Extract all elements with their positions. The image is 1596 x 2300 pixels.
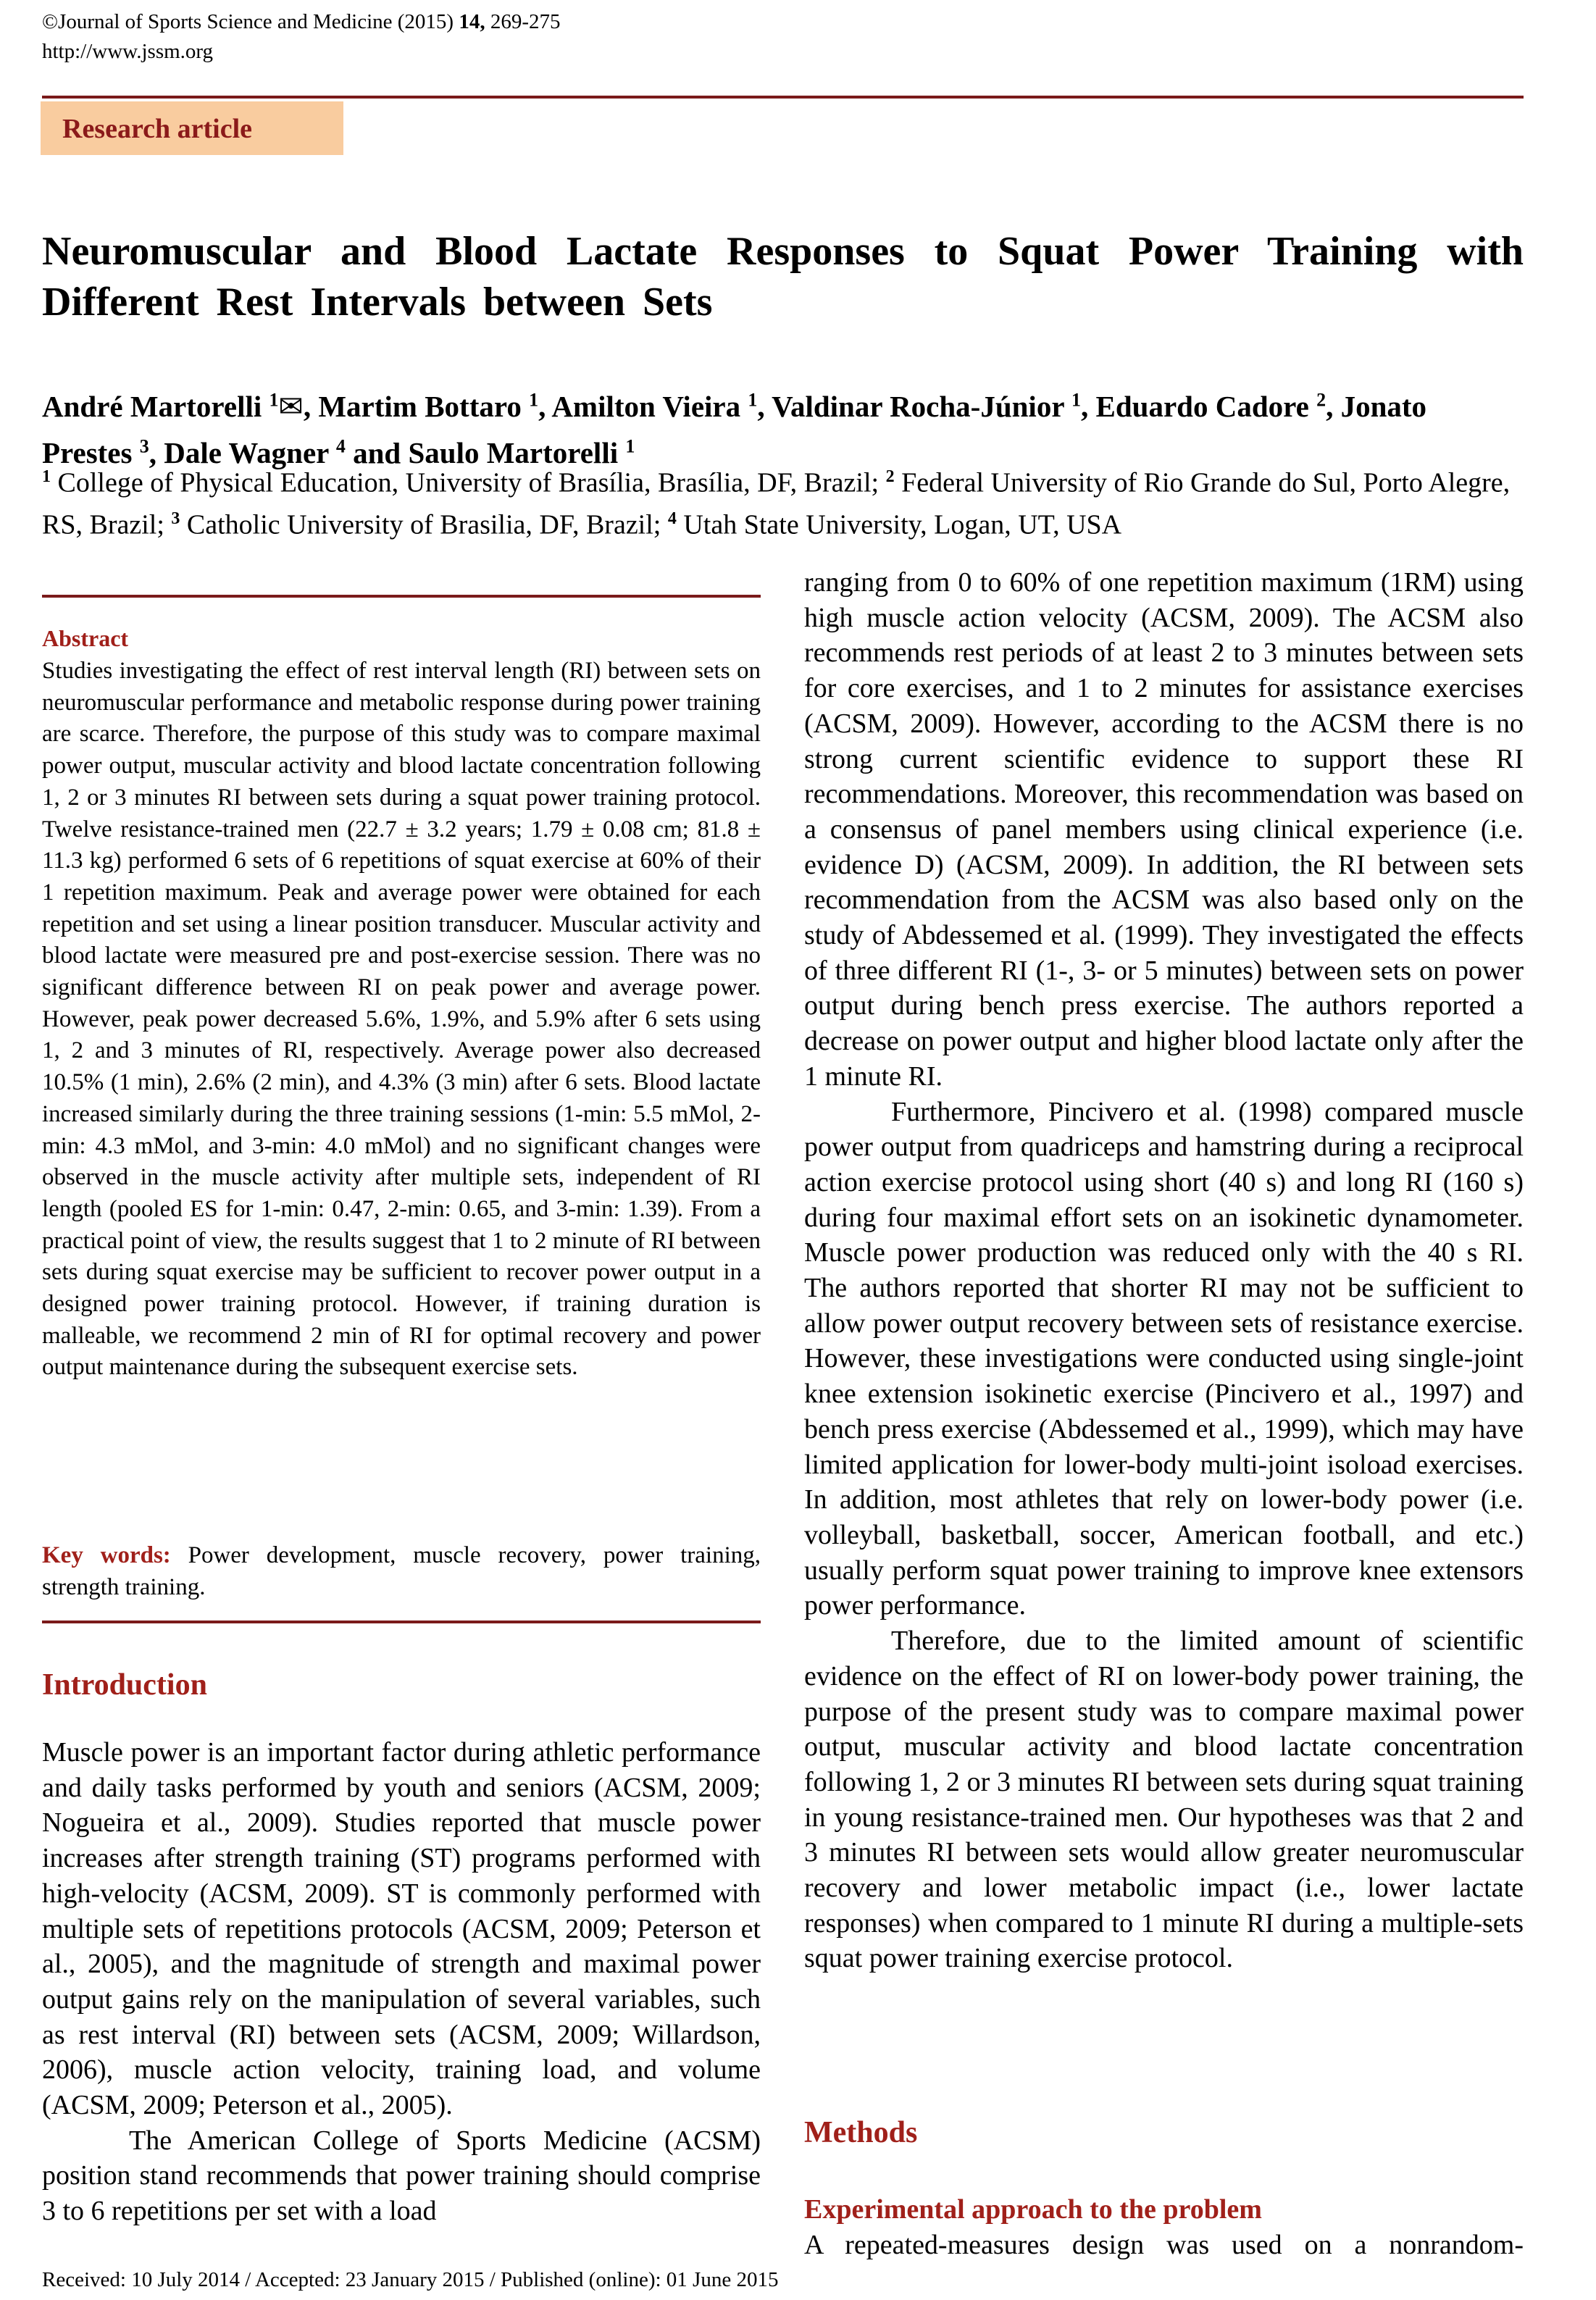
author: Amilton Vieira $^1$ [551, 389, 758, 423]
affiliation-marker: 1 [1071, 389, 1082, 410]
journal-citation: ©Journal of Sports Science and Medicine (2015) 14, 269-275 [42, 10, 561, 33]
introduction-body [42, 1735, 761, 2229]
abstract-text: Studies investigating the effect of rest interval length (RI) between sets on neuromuscular performance and metabolic response during power training are scarce. Therefore, the purpose of this study was to compare maximal power output, muscular activity and blood lactate concentration following 1, 2 or 3 minutes RI between sets during a squat power training protocol. Twelve resistance-trained men (22.7 ± 3.2 years; 1.79 ± 0.08 cm; 81.8 ± 11.3 kg) performed 6 sets of 6 repetitions of squat exercise at 60% of their 1 repetition maximum. Peak and average power were obtained for each repetition and set using a linear position transducer. Muscular activity and blood lactate were measured pre and post-exercise session. There was no significant difference between RI on peak power and average power. However, peak power decreased 5.6%, 1.9%, and 5.9% after 6 sets using 1, 2 and 3 minutes of RI, respectively. Average power also decreased 10.5% (1 min), 2.6% (2 min), and 4.3% (3 min) after 6 sets. Blood lactate increased similarly during the three training sessions (1-min: 5.5 mMol, 2-min: 4.3 mMol, and 3-min: 4.0 mMol) and no significant changes were observed in the muscle activity after multiple sets, independent of RI length (pooled ES for 1-min: 0.47, 2-min: 0.65, and 3-min: 1.39). From a practical point of view, the results suggest that 1 to 2 minute of RI between sets during squat exercise may be sufficient to recover power output in a designed power training protocol. However, if training duration is malleable, we recommend 2 min of RI for optimal recovery and power output maintenance during the subsequent exercise sets. [42, 658, 761, 1381]
keywords-text: Power development, muscle recovery, power training, strength training. [42, 1542, 761, 1600]
affiliation-text: Federal University of Rio Grande do Sul, Porto Alegre, RS, Brazil; [42, 467, 1511, 540]
email-icon[interactable]: ✉ [278, 388, 304, 424]
author: Eduardo Cadore $^2$ [1095, 389, 1326, 423]
keywords [42, 1540, 761, 1603]
paragraph: The American College of Sports Medicine (ACSM) position stand recommends that power training should comprise 3 to 6 repetitions per set with a load [42, 2125, 761, 2227]
methods-text: A repeated-measures design was used on a nonrandom- [804, 2230, 1524, 2260]
paragraph: Therefore, due to the limited amount of scientific evidence on the effect of RI on lower-body power training, the purpose of the present study was to compare maximal power output, muscular activity and blood lactate concentration following 1, 2 or 3 minutes RI between sets during squat training in young resistance-trained men. Our hypotheses was that 2 and 3 minutes RI between sets would allow greater neuromuscular recovery and lower metabolic impact (i.e., lower lactate responses) when compared to 1 minute RI during a multiple-sets squat power training exercise protocol. [804, 1626, 1524, 1974]
author: Martim Bottaro $^1$ [318, 389, 539, 423]
affiliation-marker: 4 [335, 435, 346, 457]
paragraph: Furthermore, Pincivero et al. (1998) compared muscle power output from quadriceps and hamstring during a reciprocal action exercise protocol using short (40 s) and long RI (160 s) during four maximal effort sets on an isokinetic dynamometer. Muscle power production was reduced only with the 40 s RI. The authors reported that shorter RI may not be sufficient to allow power output recovery between sets of resistance exercise. However, these investigations were conducted using single-joint knee extension isokinetic exercise (Pincivero et al., 1997) and bench press exercise (Abdessemed et al., 1999), which may have limited application for lower-body multi-joint isoload exercises. In addition, most athletes that rely on lower-body power (i.e. volleyball, basketball, soccer, American football, and etc.) usually perform squat power training to improve knee extensors power performance. [804, 1096, 1524, 1621]
affiliation-number: 4 [667, 509, 677, 528]
paragraph: ranging from 0 to 60% of one repetition maximum (1RM) using high muscle action velocity (ACSM, 2009). The ACSM also recommends rest periods of at least 2 to 3 minutes between sets for core exercises, and 1 to 2 minutes for assistance exercises (ACSM, 2009). However, according to the ACSM there is no strong current scientific evidence to support these RI recommendations. Moreover, this recommendation was based on a consensus of panel members using clinical experience (i.e. evidence D) (ACSM, 2009). In addition, the RI between sets recommendation from the ACSM was also based only on the study of Abdessemed et al. (1999). They investigated the effects of three different RI (1-, 3- or 5 minutes) between sets on power output during bench press exercise. The authors reported a decrease on power output and higher blood lactate only after the 1 minute RI. [804, 567, 1524, 1092]
header-rule [42, 96, 1524, 99]
affiliation-marker: 1 [529, 389, 539, 410]
paragraph: Muscle power is an important factor during athletic performance and daily tasks performed by youth and seniors (ACSM, 2009; Nogueira et al., 2009). Studies reported that muscle power increases after strength training (ST) programs performed with high-velocity (ACSM, 2009). ST is commonly performed with multiple sets of repetitions protocols (ACSM, 2009; Peterson et al., 2005), and the magnitude of strength and maximal power output gains rely on the manipulation of several variables, such as rest interval (RI) between sets (ACSM, 2009; Willardson, 2006), muscle action velocity, training load, and volume (ACSM, 2009; Peterson et al., 2005). [42, 1737, 761, 2121]
experimental-approach-heading: Experimental approach to the problem [804, 2194, 1262, 2225]
introduction-heading: Introduction [42, 1668, 207, 1702]
affiliation-number: 1 [42, 467, 51, 486]
affiliation-number: 2 [885, 467, 895, 486]
abstract-top-rule [42, 595, 761, 598]
author: Dale Wagner $^4$ [164, 435, 346, 470]
journal-url[interactable]: http://www.jssm.org [42, 40, 214, 63]
affiliation-marker: 1 [269, 389, 279, 410]
affiliation-text: Catholic University of Brasilia, DF, Brazil; [180, 509, 668, 540]
affiliation-text: College of Physical Education, University of Brasília, Brasília, DF, Brazil; [51, 467, 886, 498]
affiliations [42, 459, 1524, 543]
author: Saulo Martorelli $^1$ [408, 435, 635, 470]
author: Valdinar Rocha-Júnior $^1$ [772, 389, 1082, 423]
article-type-badge [41, 101, 343, 155]
right-column-body [804, 565, 1524, 1976]
methods-heading: Methods [804, 2116, 918, 2149]
abstract-heading: Abstract [42, 625, 129, 651]
affiliation-marker: 3 [139, 435, 149, 457]
author-list: André Martorelli $^1$✉, Martim Bottaro $^1$, Amilton Vieira $^1$, Valdinar Rocha-Júnior $^1$, Eduardo Cadore $^2$, Jonato Prestes $^3$, Dale Wagner $^4$ and Saulo Martorelli $^1$ [42, 388, 1427, 470]
author: Jonato Prestes $^3$ [42, 389, 1427, 470]
affiliation-marker: 2 [1316, 389, 1326, 410]
article-title: Neuromuscular and Blood Lactate Responses to Squat Power Training with Different Rest Intervals between Sets [42, 229, 1524, 325]
publication-dates: Received: 10 July 2014 / Accepted: 23 January 2015 / Published (online): 01 June 2015 [42, 2268, 779, 2291]
keywords-label: Key words: [42, 1542, 171, 1568]
affiliation-number: 3 [171, 509, 180, 528]
article-type-label: Research article [62, 114, 253, 144]
journal-volume: 14, [459, 10, 485, 33]
author: André Martorelli $^1$✉ [42, 388, 304, 424]
affiliation-text: Utah State University, Logan, UT, USA [676, 509, 1122, 540]
affiliation-marker: 1 [748, 389, 758, 410]
journal-header [42, 7, 561, 67]
affiliation-marker: 1 [625, 435, 635, 457]
abstract-bottom-rule [42, 1621, 761, 1623]
